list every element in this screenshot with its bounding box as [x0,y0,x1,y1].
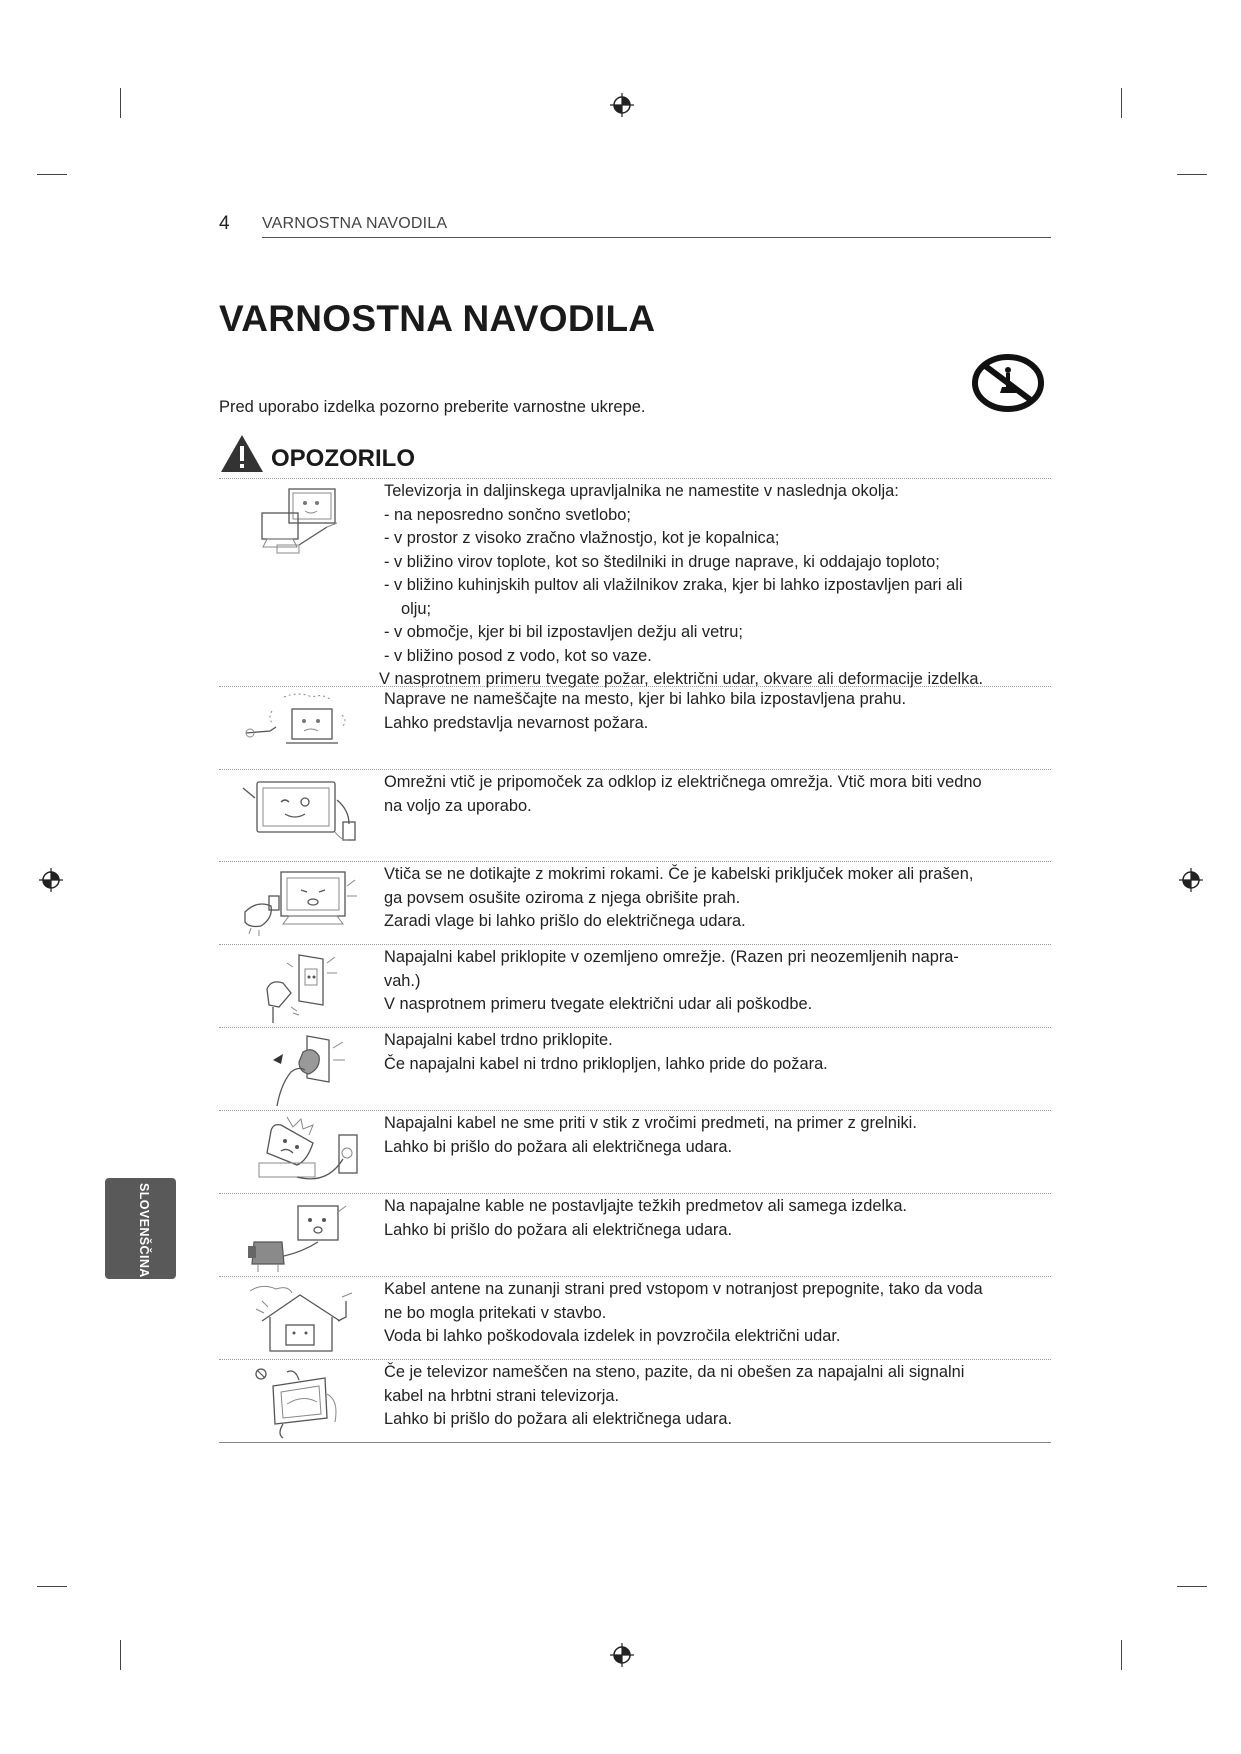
no-tipping-icon [970,353,1046,413]
header-rule [262,237,1051,238]
page-number: 4 [219,213,230,234]
table-row [219,1027,1051,1110]
registration-mark-icon [39,868,63,892]
instruction-text: Napajalni kabel priklopite v ozemljeno omrežje. (Razen pri neozemljenih napra- vah.) V nasprotnem primeru tvegate električni udar ali poškodbe. [384,948,959,1013]
crop-mark [120,88,121,118]
safety-instructions-table [219,478,1051,1443]
warning-heading: OPOZORILO [271,445,415,472]
antenna-house-illustration-icon [242,1281,362,1357]
instruction-text: Omrežni vtič je pripomoček za odklop iz električnega omrežja. Vtič mora biti vedno na voljo za uporabo. [384,773,982,815]
wall-mounted-tv-illustration-icon [247,1364,357,1440]
heavy-object-cable-illustration-icon [242,1198,362,1274]
plug-in-firmly-illustration-icon [247,1032,357,1108]
table-row [219,478,1051,686]
instruction-text: Napajalni kabel ne sme priti v stik z vročimi predmeti, na primer z grelniki. Lahko bi prišlo do požara ali električnega udara. [384,1114,917,1156]
table-row [219,861,1051,944]
instruction-text: Če je televizor nameščen na steno, pazite, da ni obešen za napajalni ali signalni kabel na hrbtni strani televizorja. Lahko bi prišlo do požara ali električnega udara. [384,1363,965,1428]
table-row [219,1110,1051,1193]
registration-mark-icon [610,1643,634,1667]
heater-cable-illustration-icon [237,1115,367,1191]
tv-plug-illustration-icon [237,774,367,852]
grounded-outlet-illustration-icon [247,949,357,1025]
crop-mark [37,174,67,175]
instruction-text: Na napajalne kable ne postavljajte težkih predmetov ali samega izdelka. Lahko bi prišlo do požara ali električnega udara. [384,1197,907,1239]
language-tab [105,1178,176,1279]
table-row [219,769,1051,861]
crop-mark [1177,174,1207,175]
table-row [219,1276,1051,1359]
instruction-text: Kabel antene na zunanji strani pred vstopom v notranjost prepognite, tako da voda ne bo mogla pritekati v stavbo. Voda bi lahko poškodovala izdelek in povzročila električni udar. [384,1280,983,1345]
crop-mark [1121,1640,1122,1670]
table-row [219,1359,1051,1443]
tv-environment-illustration-icon [247,483,357,563]
instruction-text: Vtiča se ne dotikajte z mokrimi rokami. Če je kabelski priključek moker ali prašen, ga povsem osušite oziroma z njega obrišite prah. Zaradi vlage bi lahko prišlo do električnega udara. [384,865,974,930]
dusty-tv-illustration-icon [242,691,362,761]
running-header: VARNOSTNA NAVODILA [262,215,448,232]
table-row [219,1193,1051,1276]
intro-text: Pred uporabo izdelka pozorno preberite varnostne ukrepe. [219,398,646,416]
registration-mark-icon [610,93,634,117]
table-row [219,686,1051,769]
instruction-text: Televizorja in daljinskega upravljalnika ne namestite v naslednja okolja: - na neposredno sončno svetlobo; - v prostor z visoko zračno vlažnostjo, kot je kopalnica; - v bližino virov toplote, kot so štedilniki in druge naprave, ki oddajajo toploto; - v bližino kuhinjskih pultov ali vlažilnikov zraka, kjer bi lahko izpostavljen pari ali olju; - v območje, kjer bi bil izpostavljen dežju ali vetru; - v bližino posod z vodo, kot so vaze. V nasprotnem primeru tvegate požar, električni udar, okvare ali deformacije izdelka. [379,482,984,688]
instruction-text: Naprave ne nameščajte na mesto, kjer bi lahko bila izpostavljena prahu. Lahko predstavlja nevarnost požara. [384,690,907,732]
crop-mark [37,1586,67,1587]
wet-hands-plug-illustration-icon [237,866,367,940]
instruction-text: Napajalni kabel trdno priklopite. Če napajalni kabel ni trdno priklopljen, lahko pride do požara. [384,1031,828,1073]
crop-mark [120,1640,121,1670]
registration-mark-icon [1179,868,1203,892]
crop-mark [1121,88,1122,118]
crop-mark [1177,1586,1207,1587]
warning-triangle-icon [219,432,265,476]
language-tab-label: SLOVENŠČINA [137,1183,151,1278]
page-title: VARNOSTNA NAVODILA [219,298,656,339]
table-row [219,944,1051,1027]
